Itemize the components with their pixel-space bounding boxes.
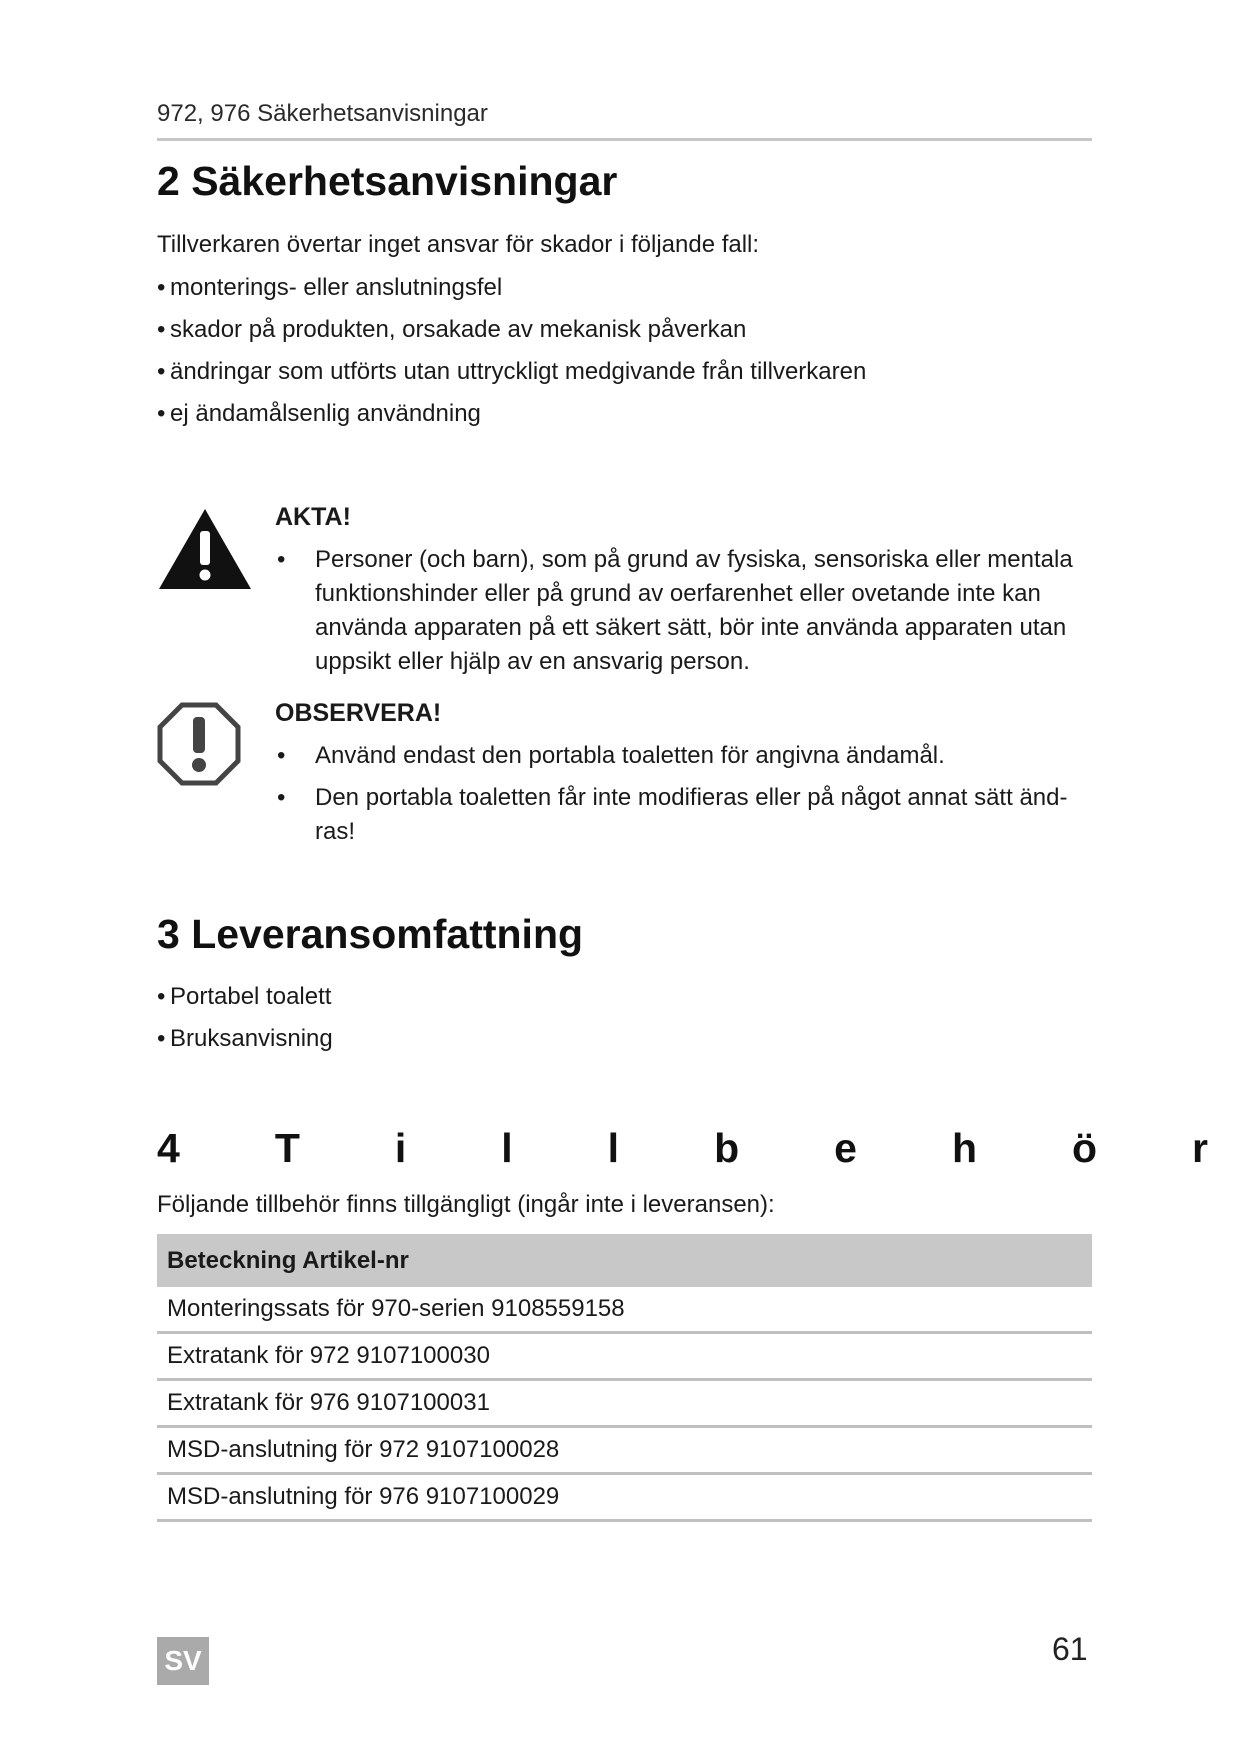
observe-label: OBSERVERA! — [275, 699, 442, 727]
observe-item — [275, 739, 1095, 773]
table-row — [157, 1287, 1092, 1333]
observe-list — [275, 739, 1095, 857]
bullet-symbol: • — [157, 983, 166, 1010]
title-letter: l — [501, 1124, 513, 1171]
section-title-delivery: 3 Leveransomfattning — [157, 911, 584, 957]
list-item — [157, 351, 866, 393]
page-number: 61 — [1052, 1631, 1088, 1667]
title-letter: e — [834, 1124, 857, 1171]
list-item-text: skador på produkten, orsakade av mekanisk påverkan — [170, 316, 747, 343]
liability-list — [157, 267, 866, 435]
list-item — [157, 267, 866, 309]
table-row — [157, 1333, 1092, 1380]
bullet-symbol: • — [277, 546, 286, 573]
table-cell: Extratank för 972 9107100030 — [157, 1333, 1092, 1380]
accessories-intro: Följande tillbehör finns tillgängligt (ingår inte i leveransen): — [157, 1191, 775, 1218]
observe-item-text: Använd endast den portabla toaletten för angivna ändamål. — [315, 742, 945, 769]
table-row — [157, 1380, 1092, 1427]
list-item-text: ändringar som utförts utan uttryckligt medgivande från tillverkaren — [170, 358, 867, 385]
table-row — [157, 1427, 1092, 1474]
warning-list — [275, 543, 1095, 687]
bullet-symbol: • — [277, 742, 286, 769]
bullet-symbol: • — [157, 400, 166, 427]
list-item — [157, 1018, 333, 1060]
title-letter: T — [274, 1124, 300, 1171]
title-letter: h — [951, 1124, 977, 1171]
section-title-accessories — [157, 1123, 1208, 1173]
list-item — [157, 393, 866, 435]
bullet-symbol: • — [157, 274, 166, 301]
title-letter: 4 — [157, 1124, 180, 1171]
table-header-cell: Beteckning Artikel-nr — [157, 1234, 1092, 1287]
table-cell: Monteringssats för 970-serien 9108559158 — [157, 1287, 1092, 1333]
list-item-text: ej ändamålsenlig användning — [170, 400, 481, 427]
section-title-safety: 2 Säkerhetsanvisningar — [157, 158, 618, 204]
warning-triangle-icon — [157, 507, 253, 591]
list-item-text: Portabel toalett — [170, 983, 332, 1010]
attention-octagon-icon — [157, 702, 241, 786]
list-item — [157, 976, 333, 1018]
header-rule — [157, 138, 1092, 141]
table-cell: Extratank för 976 9107100031 — [157, 1380, 1092, 1427]
warning-notice — [157, 503, 1092, 673]
bullet-symbol: • — [277, 784, 286, 811]
list-item-text: Bruksanvisning — [170, 1025, 333, 1052]
language-badge: SV — [157, 1637, 209, 1685]
title-letter: r — [1192, 1124, 1208, 1171]
title-letter: ö — [1071, 1124, 1098, 1171]
warning-item-text: Personer (och barn), som på grund av fysiska, sensoriska eller mentala funktionshinder eller på grund av oerfarenhet eller ovetande inte kan använda apparaten på ett säkert sätt, bör inte använda apparaten utan uppsikt eller hjälp av en ansvarig person. — [315, 546, 1073, 675]
table-cell: MSD-anslutning för 976 9107100029 — [157, 1474, 1092, 1521]
bullet-symbol: • — [157, 358, 166, 385]
observe-item-text: Den portabla toaletten får inte modifieras eller på något annat sätt änd-ras! — [315, 784, 1068, 845]
title-letter: b — [714, 1124, 740, 1171]
delivery-list — [157, 976, 333, 1060]
accessories-table — [157, 1234, 1092, 1522]
table-cell: MSD-anslutning för 972 9107100028 — [157, 1427, 1092, 1474]
title-letter: i — [394, 1124, 407, 1171]
safety-intro: Tillverkaren övertar inget ansvar för skador i följande fall: — [157, 231, 760, 258]
list-item — [157, 309, 866, 351]
observe-item — [275, 781, 1095, 849]
title-letter: l — [607, 1124, 620, 1171]
bullet-symbol: • — [157, 316, 166, 343]
table-header-row — [157, 1234, 1092, 1287]
observe-notice — [157, 699, 1092, 849]
warning-label: AKTA! — [275, 503, 351, 531]
bullet-symbol: • — [157, 1025, 166, 1052]
list-item-text: monterings- eller anslutningsfel — [170, 274, 503, 301]
running-header: 972, 976 Säkerhetsanvisningar — [157, 100, 488, 127]
table-row — [157, 1474, 1092, 1521]
warning-item — [275, 543, 1095, 679]
